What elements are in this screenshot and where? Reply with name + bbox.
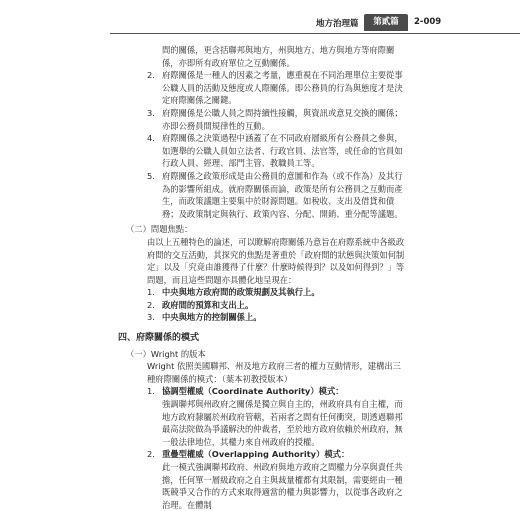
- page-number: 2-009: [414, 17, 442, 27]
- focus-point-text: 中央與地方的控制關係上。: [162, 312, 262, 323]
- focus-point-text: 政府間的預算和支出上。: [162, 299, 254, 310]
- continuation-paragraph: 間的關係，更含括聯邦與地方，州與地方、地方與地方等府際關係，亦即所有政府單位之互動關係。: [162, 45, 395, 68]
- intro-paragraph: Wright 依照美國聯邦、州及地方政府三者的權力互動情形，建構出三種府際關係的模式：（葉本初教授版本）: [147, 361, 401, 384]
- subsection-heading: （一）Wright 的版本: [126, 348, 206, 359]
- focus-point: [0, 311, 520, 324]
- list-item: [0, 107, 520, 132]
- list-item-text: 府際關係之政策形成是由公務員的意圖和作為（或不作為）及其行為的影響所組成。就府際關係而論，政策是所有公務員之互動而產生，而政策議題主要集中於財源問題。如稅收、支出及借貸和債務；及政策制定與執行、政策內容、分配、開銷、重分配等議題。: [162, 170, 403, 219]
- list-item-text: 府際關係是一種人的因素之考量，應重視在不同治理單位主要從事公職人員的活動及態度或人際關係。即公務員的行為與態度才是決定府際關係之關鍵。: [162, 70, 403, 106]
- model-body: 強調聯邦與州政府之關係是獨立與自主的，州政府具有自主權，而地方政府隸屬於州政府管轄，若兩者之間有任何衝突，則透過聯邦最高法院做為爭議解決的仲裁者，至於地方政府依賴於州政府，無一般法律地位，其權力來自州政府的授權。: [162, 399, 403, 447]
- model-number: 1.: [147, 386, 155, 397]
- focus-paragraph: 由以上五種特色的論述，可以瞭解府際關係乃意旨在府際系統中各級政府間的交互活動，其探究的焦點是著重於「政府間的狀態與決策如何制定」以及「究竟由誰獲得了什麼？什麼時候得到？以及如何得到？」等問題，而且這些問題亦具體化地呈現在：: [147, 236, 405, 285]
- list-item: [0, 170, 520, 220]
- focus-point-number: 2.: [147, 299, 155, 310]
- focus-point: [0, 299, 520, 312]
- model-title: [0, 448, 520, 461]
- model-title-text: 重疊型權威（Overlapping Authority）模式：: [162, 449, 350, 460]
- list-item: [0, 132, 520, 170]
- list-item-number: 4.: [147, 133, 155, 144]
- header-rule: [110, 33, 520, 34]
- focus-point: [0, 286, 520, 299]
- section-heading: 四、府際關係的模式: [118, 333, 200, 344]
- model-number: 2.: [147, 449, 155, 460]
- model-title: [0, 385, 520, 398]
- header-title: 地方治理篇: [316, 19, 359, 29]
- subsection-heading: （二）問題焦點：: [126, 224, 193, 235]
- focus-point-number: 3.: [147, 312, 155, 323]
- list-item: [0, 69, 520, 107]
- list-item-text: 府際關係之決策過程中涵蓋了在不同政府層級所有公務員之參與，如選舉的公職人員如立法者、行政官員、法官等，或任命的官員如行政人員、經理、部門主管、教職員工等。: [162, 133, 403, 169]
- list-item-number: 5.: [147, 170, 155, 181]
- model-body: 此一模式強調聯邦政府、州政府與地方政府之間權力分享與責任共擔，任何單一層級政府之自主與裁量權都有其限制，需要經由一種既競爭又合作的方式來取得適當的權力與影響力，以從事各政府之治理。在體制: [162, 462, 403, 510]
- list-item-number: 2.: [147, 70, 155, 81]
- list-item-text: 府際關係是公職人員之間持續性接觸，與資訊或意見交換的關係；亦即公務員間規律性的互動。: [162, 107, 403, 131]
- page-body: [0, 44, 520, 511]
- focus-point-text: 中央與地方政府間的政策規劃及其執行上。: [162, 287, 320, 298]
- model-title-text: 協調型權威（Coordinate Authority）模式：: [162, 386, 344, 397]
- focus-point-number: 1.: [147, 287, 155, 298]
- list-item-number: 3.: [147, 107, 155, 118]
- running-header: [0, 14, 520, 34]
- part-badge: 第貳篇: [364, 14, 408, 31]
